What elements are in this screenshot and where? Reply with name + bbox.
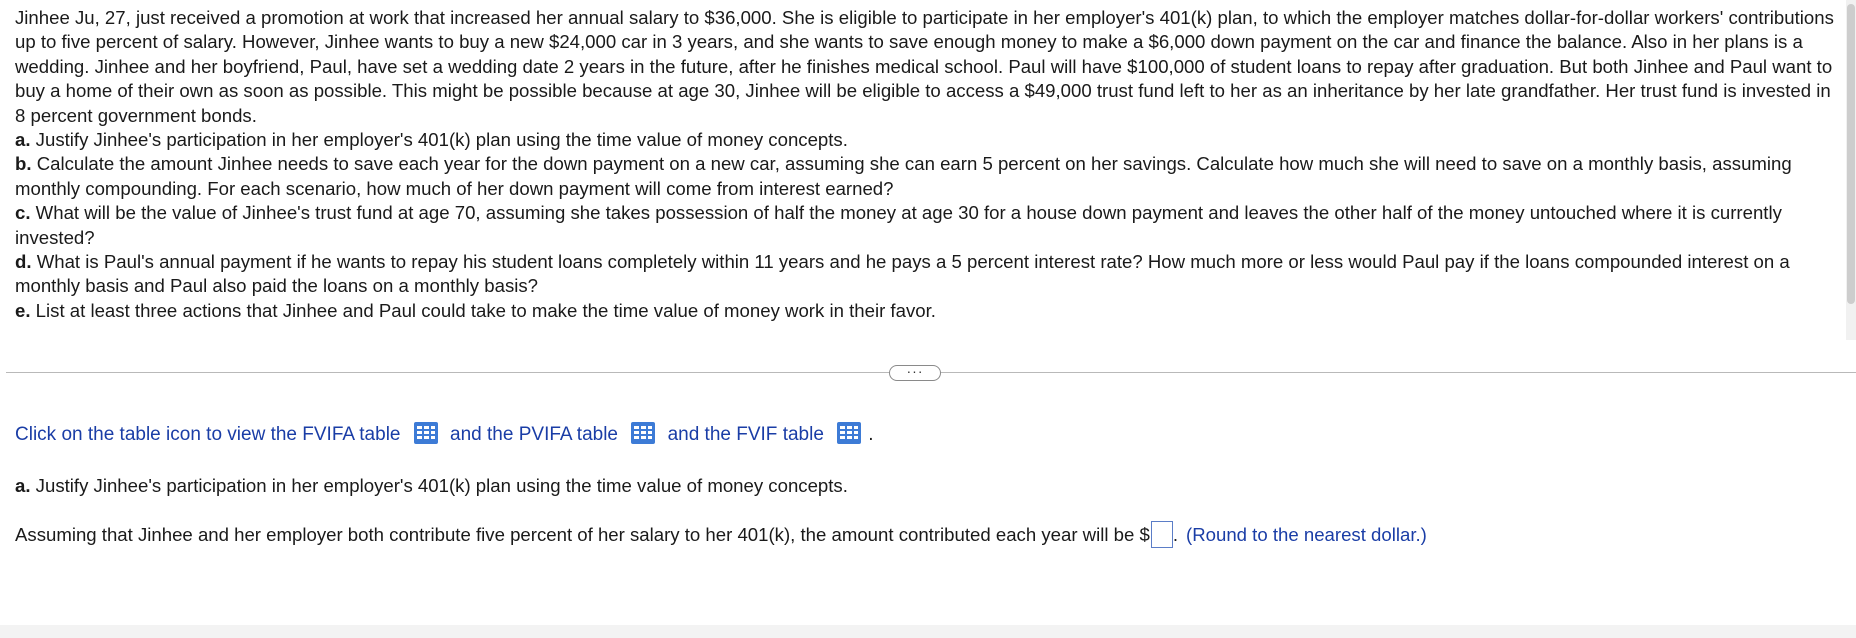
part-text: Justify Jinhee's participation in her employer's 401(k) plan using the time value of money concepts. [30,129,848,151]
question-prompt [15,474,848,498]
answer-prefix: Assuming that Jinhee and her employer both contribute five percent of her salary to her 401(k), the amount contributed each year will be $ [15,524,1150,545]
answer-input[interactable] [1151,521,1173,548]
part-d [15,250,1835,299]
part-b [15,152,1835,201]
fvifa-table-icon[interactable] [413,421,439,445]
part-e [15,299,1835,323]
part-c [15,201,1835,250]
part-text: What is Paul's annual payment if he wants to repay his student loans completely within 11 years and he pays a 5 percent interest rate? How much more or less would Paul pay if the loans compounded interest on a monthly basis and Paul also paid the loans on a monthly basis? [15,251,1790,297]
part-letter: a. [15,129,31,151]
part-text: List at least three actions that Jinhee and Paul could take to make the time value of money work in their favor. [30,299,936,321]
problem-intro: Jinhee Ju, 27, just received a promotion at work that increased her annual salary to $36,000. She is eligible to participate in her employer's 401(k) plan, to which the employer matches dollar-for-dollar workers' contributions up to five percent of salary. However, Jinhee wants to buy a new $24,000 car in 3 years, and she wants to save enough money to make a $6,000 down payment on the car and finance the balance. Also in her plans is a wedding. Jinhee and her boyfriend, Paul, have set a wedding date 2 years in the future, after he finishes medical school. Paul will have $100,000 of student loans to repay after graduation. But both Jinhee and Paul want to buy a home of their own as soon as possible. This might be possible because at age 30, Jinhee will be eligible to access a $49,000 trust fund left to her as an inheritance by her late grandfather. Her trust fund is invested in 8 percent government bonds. [15,7,1834,126]
part-text: What will be the value of Jinhee's trust fund at age 70, assuming she takes possession of half the money at age 30 for a house down payment and leaves the other half of the money untouched where it is currently invested? [15,202,1782,248]
answer-line [15,521,1427,549]
table-links-end: . [868,424,874,445]
part-letter: e. [15,299,31,321]
part-letter: c. [15,202,31,224]
rounding-note: (Round to the nearest dollar.) [1186,524,1427,545]
expand-button[interactable]: ··· [889,365,941,381]
table-links-text: Click on the table icon to view the FVIFA table [15,424,401,445]
table-links-text: and the PVIFA table [450,424,619,445]
pvifa-table-icon[interactable] [630,421,656,445]
question-letter: a. [15,475,31,496]
part-text: Calculate the amount Jinhee needs to save each year for the down payment on a new car, assuming she can earn 5 percent on her savings. Calculate how much she will need to save on a monthly basis, assuming monthly compounding. For each scenario, how much of her down payment will come from interest earned? [15,153,1792,199]
part-letter: d. [15,251,32,273]
scrollbar-thumb[interactable] [1847,4,1855,304]
fvif-table-icon[interactable] [836,421,862,445]
table-links [15,421,873,449]
part-letter: b. [15,153,32,175]
problem-statement [15,6,1835,323]
footer-band [0,625,1856,638]
answer-suffix: . [1172,524,1179,545]
table-links-text: and the FVIF table [667,424,824,445]
scrollbar[interactable] [1846,0,1856,340]
part-a [15,128,1835,152]
question-text: Justify Jinhee's participation in her employer's 401(k) plan using the time value of money concepts. [30,475,848,496]
